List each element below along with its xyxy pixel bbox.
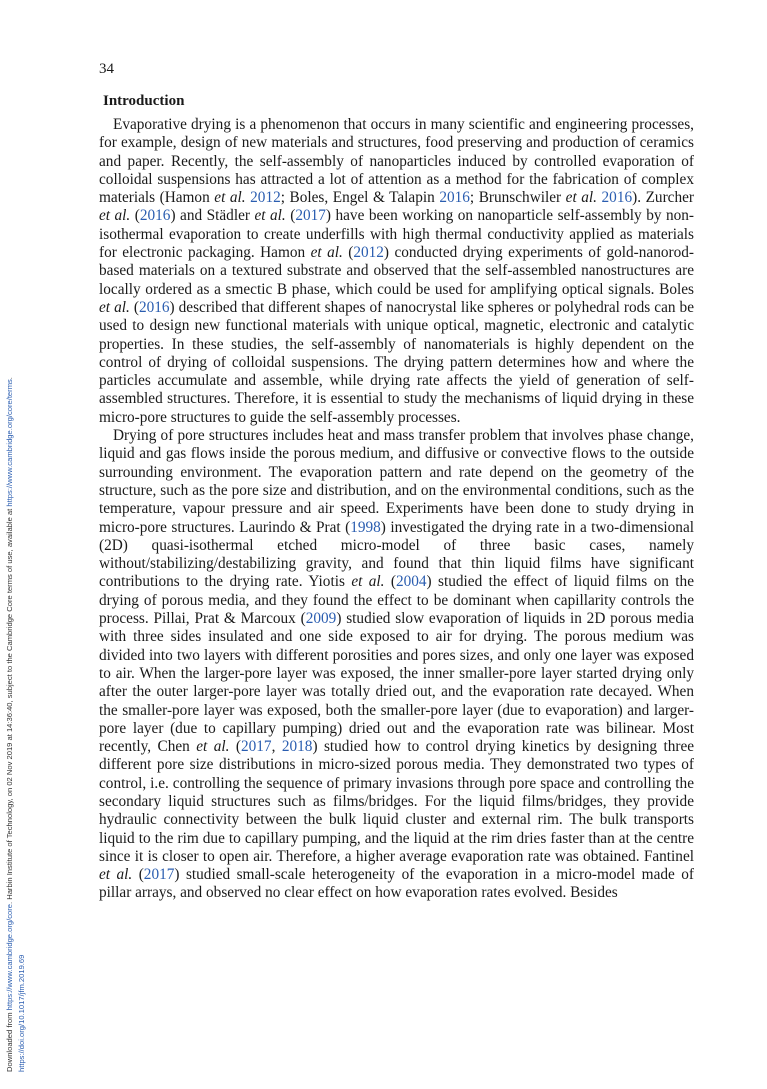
doi-link[interactable]: https://doi.org/10.1017/jfm.2019.69 xyxy=(17,954,26,1072)
italic-text: et al. xyxy=(254,207,286,225)
text-run: ) studied how to control drying kinetics by designing three different pore size distributions in micro-sized porous media. They demonstrated two types of control, i.e. controlling the sequence of primary invasions through pore space and controlling the secondary liquid structures such as films/bridges. For the liquid films/bridges, they provide hydraulic connectivity between the bulk liquid cluster and external rim. The bulk transports liquid to the rim due to capillary pumping, and the liquid at the rim dries faster than at the centre since it is closer to open air. Therefore, a higher average evaporation rate was obtained. Fantinel xyxy=(99,738,695,865)
italic-text: et al. xyxy=(99,298,130,316)
text-run: ; Boles, Engel & Talapin xyxy=(280,189,440,207)
italic-text: et al. xyxy=(99,207,131,225)
citation-link[interactable]: 2016 xyxy=(439,189,470,207)
italic-text: et al. xyxy=(196,738,230,756)
article-body xyxy=(99,116,694,903)
italic-text: et al. xyxy=(99,866,133,884)
text-run: ) have been working on nanoparticle self-assembly by non-isothermal evaporation to create underfills with high thermal conductivity applied as materials for electronic packaging. Hamon xyxy=(99,207,695,262)
text-run: ( xyxy=(130,207,140,225)
italic-text: et al. xyxy=(565,189,597,207)
text-run: ; Brunschwiler xyxy=(469,189,566,207)
paragraph xyxy=(99,427,694,903)
text-run: ( xyxy=(384,573,396,591)
text-run: ) conducted drying experiments of gold-nanorod-based materials on a textured substrate and observed that the self-assembled nanostructures are locally ordered as a smectic B phase, which could be used for amplifying optical signals. Boles xyxy=(99,244,694,298)
citation-link[interactable]: 2016 xyxy=(138,298,170,316)
text-run: ( xyxy=(129,298,139,316)
text-run: ) studied small-scale heterogeneity of the evaporation in a micro-model made of pillar arrays, and observed no clear effect on how evaporation rates evolved. Besides xyxy=(99,866,694,902)
download-notice-sidebar xyxy=(0,0,30,1089)
cambridge-core-link[interactable]: https://www.cambridge.org/core xyxy=(5,904,14,1011)
text-run: Evaporative drying is a phenomenon that occurs in many scientific and engineering processes, for example, design of new materials and structures, food preserving and production of ceramics and paper. Recently, the self-assembly of nanoparticles induced by controlled evaporation of colloidal suspensions has attracted a lot of attention as a method for the fabrication of complex materials (Hamon xyxy=(99,116,694,207)
terms-link[interactable]: https://www.cambridge.org/core/terms xyxy=(5,379,14,507)
doi-line xyxy=(17,955,26,1072)
page-number: 34 xyxy=(99,61,114,77)
download-details: . Harbin Institute of Technology, on 02 Nov 2019 at 14:36:40, subject to the Cambridge Core terms of use, available at xyxy=(5,506,14,904)
download-prefix: Downloaded from xyxy=(5,1010,14,1072)
citation-link[interactable]: 2009 xyxy=(305,610,337,628)
citation-link[interactable]: 2018 xyxy=(281,738,313,756)
text-run: ( xyxy=(285,207,296,225)
citation-link[interactable]: 2012 xyxy=(353,244,384,262)
citation-link[interactable]: 1998 xyxy=(350,518,381,536)
citation-link[interactable]: 2016 xyxy=(139,207,171,225)
citation-link[interactable]: 2017 xyxy=(143,866,175,884)
text-run: , xyxy=(271,738,282,756)
text-run: ( xyxy=(132,866,144,884)
text-run: Drying of pore structures includes heat and mass transfer problem that involves phase change, liquid and gas flows inside the porous medium, and diffusive or convective flows to the outside surrounding environment. The evaporation pattern and rate depend on the geometry of the structure, such as the pore size and distribution, and on the environmental conditions, such as the temperature, vapour pressure and air speed. Experiments have been done to study drying in micro-pore structures. Laurindo & Prat ( xyxy=(99,427,694,536)
text-run: ( xyxy=(229,738,241,756)
paragraph xyxy=(99,116,694,427)
text-run: ) investigated the drying rate in a two-dimensional (2D) quasi-isothermal etched micro-model of three basic cases, namely without/stabilizing/destabilizing gravity, and found that thin liquid films have significant contributions to the drying rate. Yiotis xyxy=(99,518,694,591)
text-run: ) and Städler xyxy=(170,207,255,225)
citation-link[interactable]: 2016 xyxy=(601,189,633,207)
citation-link[interactable]: 2012 xyxy=(250,189,281,207)
text-run: ) studied the effect of liquid films on the drying of porous media, and they found the effect to be dominant when capillarity controls the process. Pillai, Prat & Marcoux ( xyxy=(99,573,695,628)
text-run: ) studied slow evaporation of liquids in 2D porous media with three sides insulated and one side exposed to air for drying. The porous medium was divided into two layers with different porosities and pores sizes, and only one layer was exposed to air. When the larger-pore layer was exposed, the inner smaller-pore layer started drying only after the outer larger-pore layer was totally dried out, and the evaporation rate decayed. When the smaller-pore layer was exposed, both the smaller-pore layer (due to evaporation) and larger-pore layer (due to capillary pumping) dried out and the evaporation rate was bilinear. Most recently, Chen xyxy=(99,610,695,756)
italic-text: et al. xyxy=(310,244,343,262)
text-run: ( xyxy=(342,244,354,262)
section-heading: Introduction xyxy=(103,93,185,109)
download-suffix: . xyxy=(5,377,14,380)
download-notice-line xyxy=(5,377,14,1072)
citation-link[interactable]: 2017 xyxy=(295,207,326,225)
italic-text: et al. xyxy=(351,573,385,591)
italic-text: et al. xyxy=(214,189,246,207)
text-run: ). Zurcher xyxy=(632,189,694,207)
citation-link[interactable]: 2017 xyxy=(240,738,272,756)
citation-link[interactable]: 2004 xyxy=(395,573,427,591)
text-run: ) described that different shapes of nanocrystal like spheres or polyhedral rods can be used to design new functional materials with unique optical, magnetic, electronic and catalytic properties. In these studies, the self-assembly of nanomaterials is highly dependent on the control of drying of colloidal suspensions. The drying pattern determines how and where the particles accumulate and assemble, while drying rate affects the yield of generation of self-assembled structures. Therefore, it is essential to study the mechanisms of liquid drying in these micro-pore structures to guide the self-assembly processes. xyxy=(99,298,694,426)
